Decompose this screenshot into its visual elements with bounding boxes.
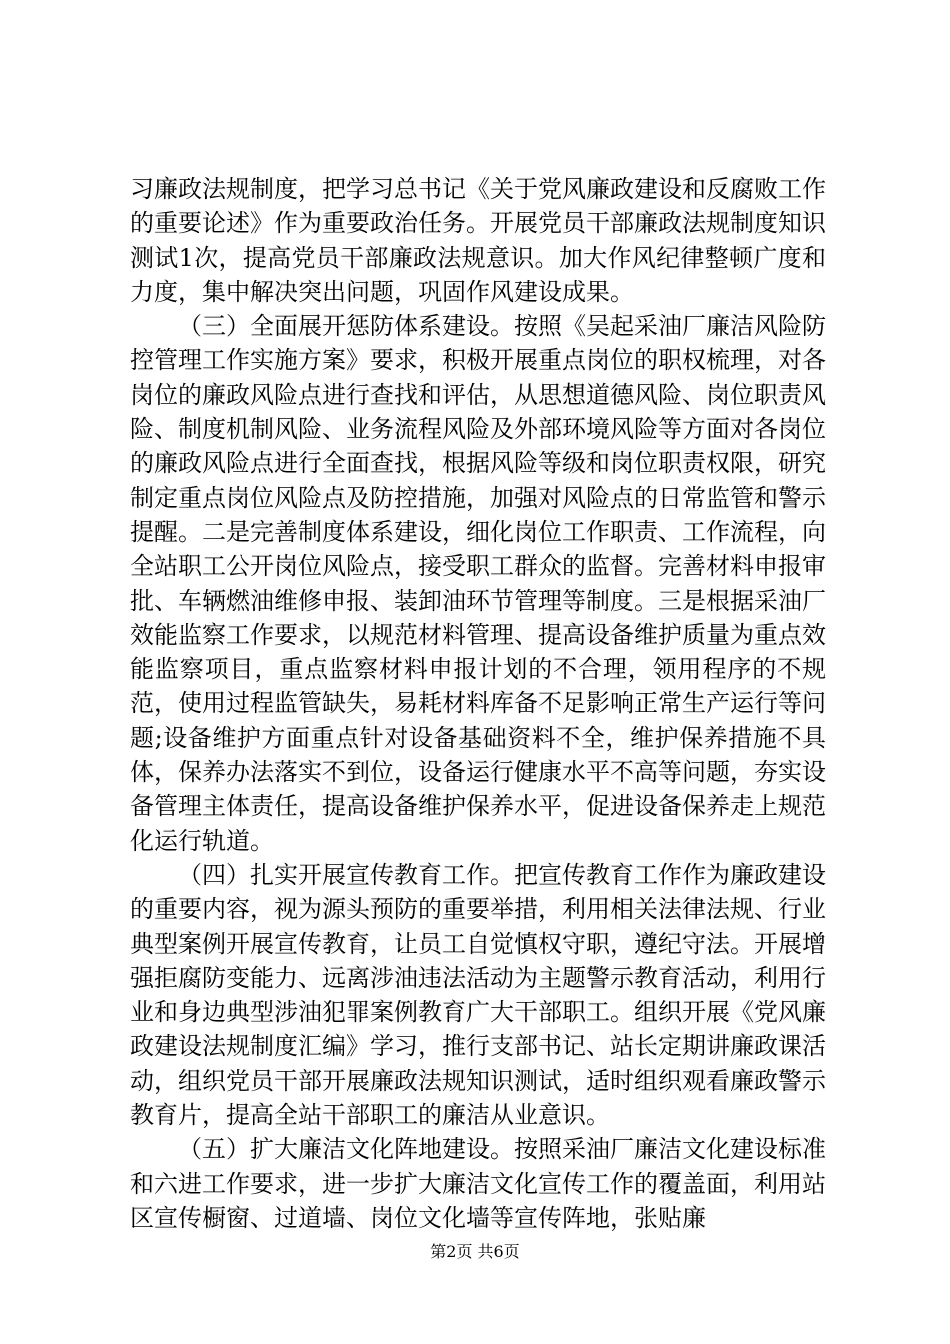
paragraph-3: （四）扎实开展宣传教育工作。把宣传教育工作作为廉政建设的重要内容，视为源头预防的重要举措，利用相关法律法规、行业典型案例开展宣传教育，让员工自觉慎权守职，遵纪守法。开展增强拒腐防变能力、远离涉油违法活动为主题警示教育活动，利用行业和身边典型涉油犯罪案例教育广大干部职工。组织开展《党风廉政建设法规制度汇编》学习，推行支部书记、站长定期讲廉政课活动，组织党员干部开展廉政法规知识测试，适时组织观看廉政警示教育片，提高全站干部职工的廉洁从业意识。 (130, 860, 826, 1130)
paragraph-4: （五）扩大廉洁文化阵地建设。按照采油厂廉洁文化建设标准和六进工作要求，进一步扩大廉洁文化宣传工作的覆盖面，利用站区宣传橱窗、过道墙、岗位文化墙等宣传阵地，张贴廉 (130, 1135, 826, 1232)
paragraph-2: （三）全面展开惩防体系建设。按照《吴起采油厂廉洁风险防控管理工作实施方案》要求，积极开展重点岗位的职权梳理，对各岗位的廉政风险点进行查找和评估，从思想道德风险、岗位职责风险、制度机制风险、业务流程风险及外部环境风险等方面对各岗位的廉政风险点进行全面查找，根据风险等级和岗位职责权限，研究制定重点岗位风险点及防控措施，加强对风险点的日常监管和警示提醒。二是完善制度体系建设，细化岗位工作职责、工作流程，向全站职工公开岗位风险点，接受职工群众的监督。完善材料申报审批、车辆燃油维修申报、装卸油环节管理等制度。三是根据采油厂效能监察工作要求，以规范材料管理、提高设备维护质量为重点效能监察项目，重点监察材料申报计划的不合理，领用程序的不规范，使用过程监管缺失，易耗材料库备不足影响正常生产运行等问题;设备维护方面重点针对设备基础资料不全，维护保养措施不具体，保养办法落实不到位，设备运行健康水平不高等问题，夯实设备管理主体责任，提高设备维护保养水平，促进设备保养走上规范化运行轨道。 (130, 312, 826, 855)
document-body (130, 172, 826, 1235)
paragraph-1: 习廉政法规制度，把学习总书记《关于党风廉政建设和反腐败工作的重要论述》作为重要政治任务。开展党员干部廉政法规制度知识测试1次，提高党员干部廉政法规意识。加大作风纪律整顿广度和力度，集中解决突出问题，巩固作风建设成果。 (130, 175, 826, 306)
page-number-footer: 第2页 共6页 (430, 1242, 520, 1261)
